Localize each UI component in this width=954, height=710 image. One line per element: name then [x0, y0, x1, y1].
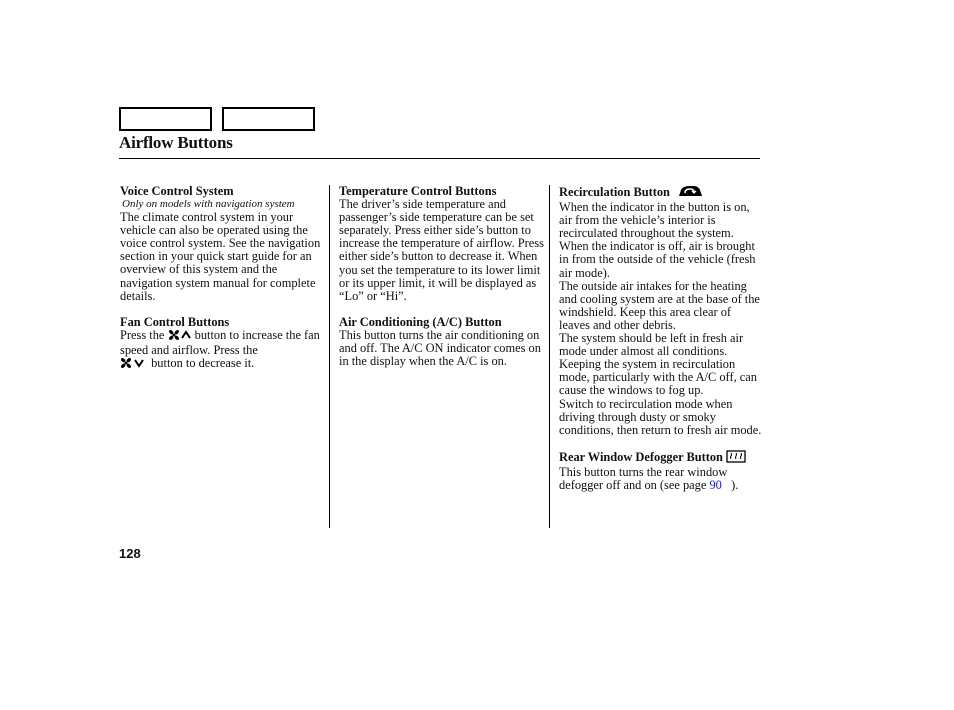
defog-heading: Rear Window Defogger Button: [559, 449, 723, 464]
defog-body: [559, 466, 764, 492]
recirc-heading-line: [559, 185, 764, 201]
fan-down-icon: [120, 357, 148, 372]
title-rule: [119, 158, 760, 159]
recirc-body-2: When the indicator is off, air is brought in from the outside of the vehicle (fresh air mode).: [559, 239, 756, 280]
temp-body: The driver’s side temperature and passenger’s side temperature can be set separately. Press either side’s button to increase the temperature of airflow. Press either side’s button to decrease it. When you set the temperature to its lower limit or its upper limit, it will be displayed as “Lo” or “Hi”.: [339, 197, 544, 303]
column-1: [120, 185, 325, 372]
recirc-body-5: Switch to recirculation mode when driving through dusty or smoky conditions, then return to fresh air mode.: [559, 396, 762, 437]
voice-body: The climate control system in your vehicle can also be operated using the voice control system. See the navigation section in your quick start guide for an overview of this system and the navigation system manual for complete details.: [120, 210, 321, 303]
nav-box-1[interactable]: [119, 107, 212, 131]
fan-heading: Fan Control Buttons: [120, 314, 230, 329]
defog-body-text-2: ).: [731, 477, 739, 492]
column-3: [559, 185, 764, 492]
recirc-body-4: The system should be left in fresh air mode under almost all conditions. Keeping the system in recirculation mode, particularly with the A/C off, can cause the windows to fog up.: [559, 331, 757, 398]
recirc-body-3: The outside air intakes for the heating and cooling system are at the base of the windshield. Keep this area clear of leaves and other debris.: [559, 278, 760, 332]
page-title: Airflow Buttons: [119, 133, 233, 152]
defog-heading-line: [559, 450, 764, 466]
fan-body: [120, 329, 325, 372]
fan-body-text-2: button to increase the fan speed and airflow. Press the: [120, 327, 320, 357]
fan-up-icon: [168, 329, 192, 344]
page-number: 128: [119, 546, 141, 561]
ac-body: This button turns the air conditioning on and off. The A/C ON indicator comes on in the display when the A/C is on.: [339, 327, 541, 369]
rear-defogger-icon: [726, 450, 746, 466]
recirc-heading: Recirculation Button: [559, 185, 670, 199]
fan-body-text-1: Press the: [120, 327, 165, 342]
fan-body-text-3: button to decrease it.: [151, 356, 255, 371]
column-divider-2: [549, 185, 550, 528]
nav-box-2[interactable]: [222, 107, 315, 131]
defog-body-text-1: This button turns the rear window defogger off and on (see page: [559, 464, 728, 492]
recirculation-icon: [677, 185, 703, 201]
temp-heading: Temperature Control Buttons: [339, 184, 497, 198]
recirc-body-1: When the indicator in the button is on, air from the vehicle’s interior is recirculated throughout the system.: [559, 200, 750, 241]
column-2: [339, 185, 544, 368]
page-90-link[interactable]: 90: [709, 477, 722, 492]
ac-heading: Air Conditioning (A/C) Button: [339, 314, 502, 329]
voice-note: Only on models with navigation system: [122, 198, 295, 211]
voice-heading: Voice Control System: [120, 184, 234, 198]
column-divider-1: [329, 185, 330, 528]
